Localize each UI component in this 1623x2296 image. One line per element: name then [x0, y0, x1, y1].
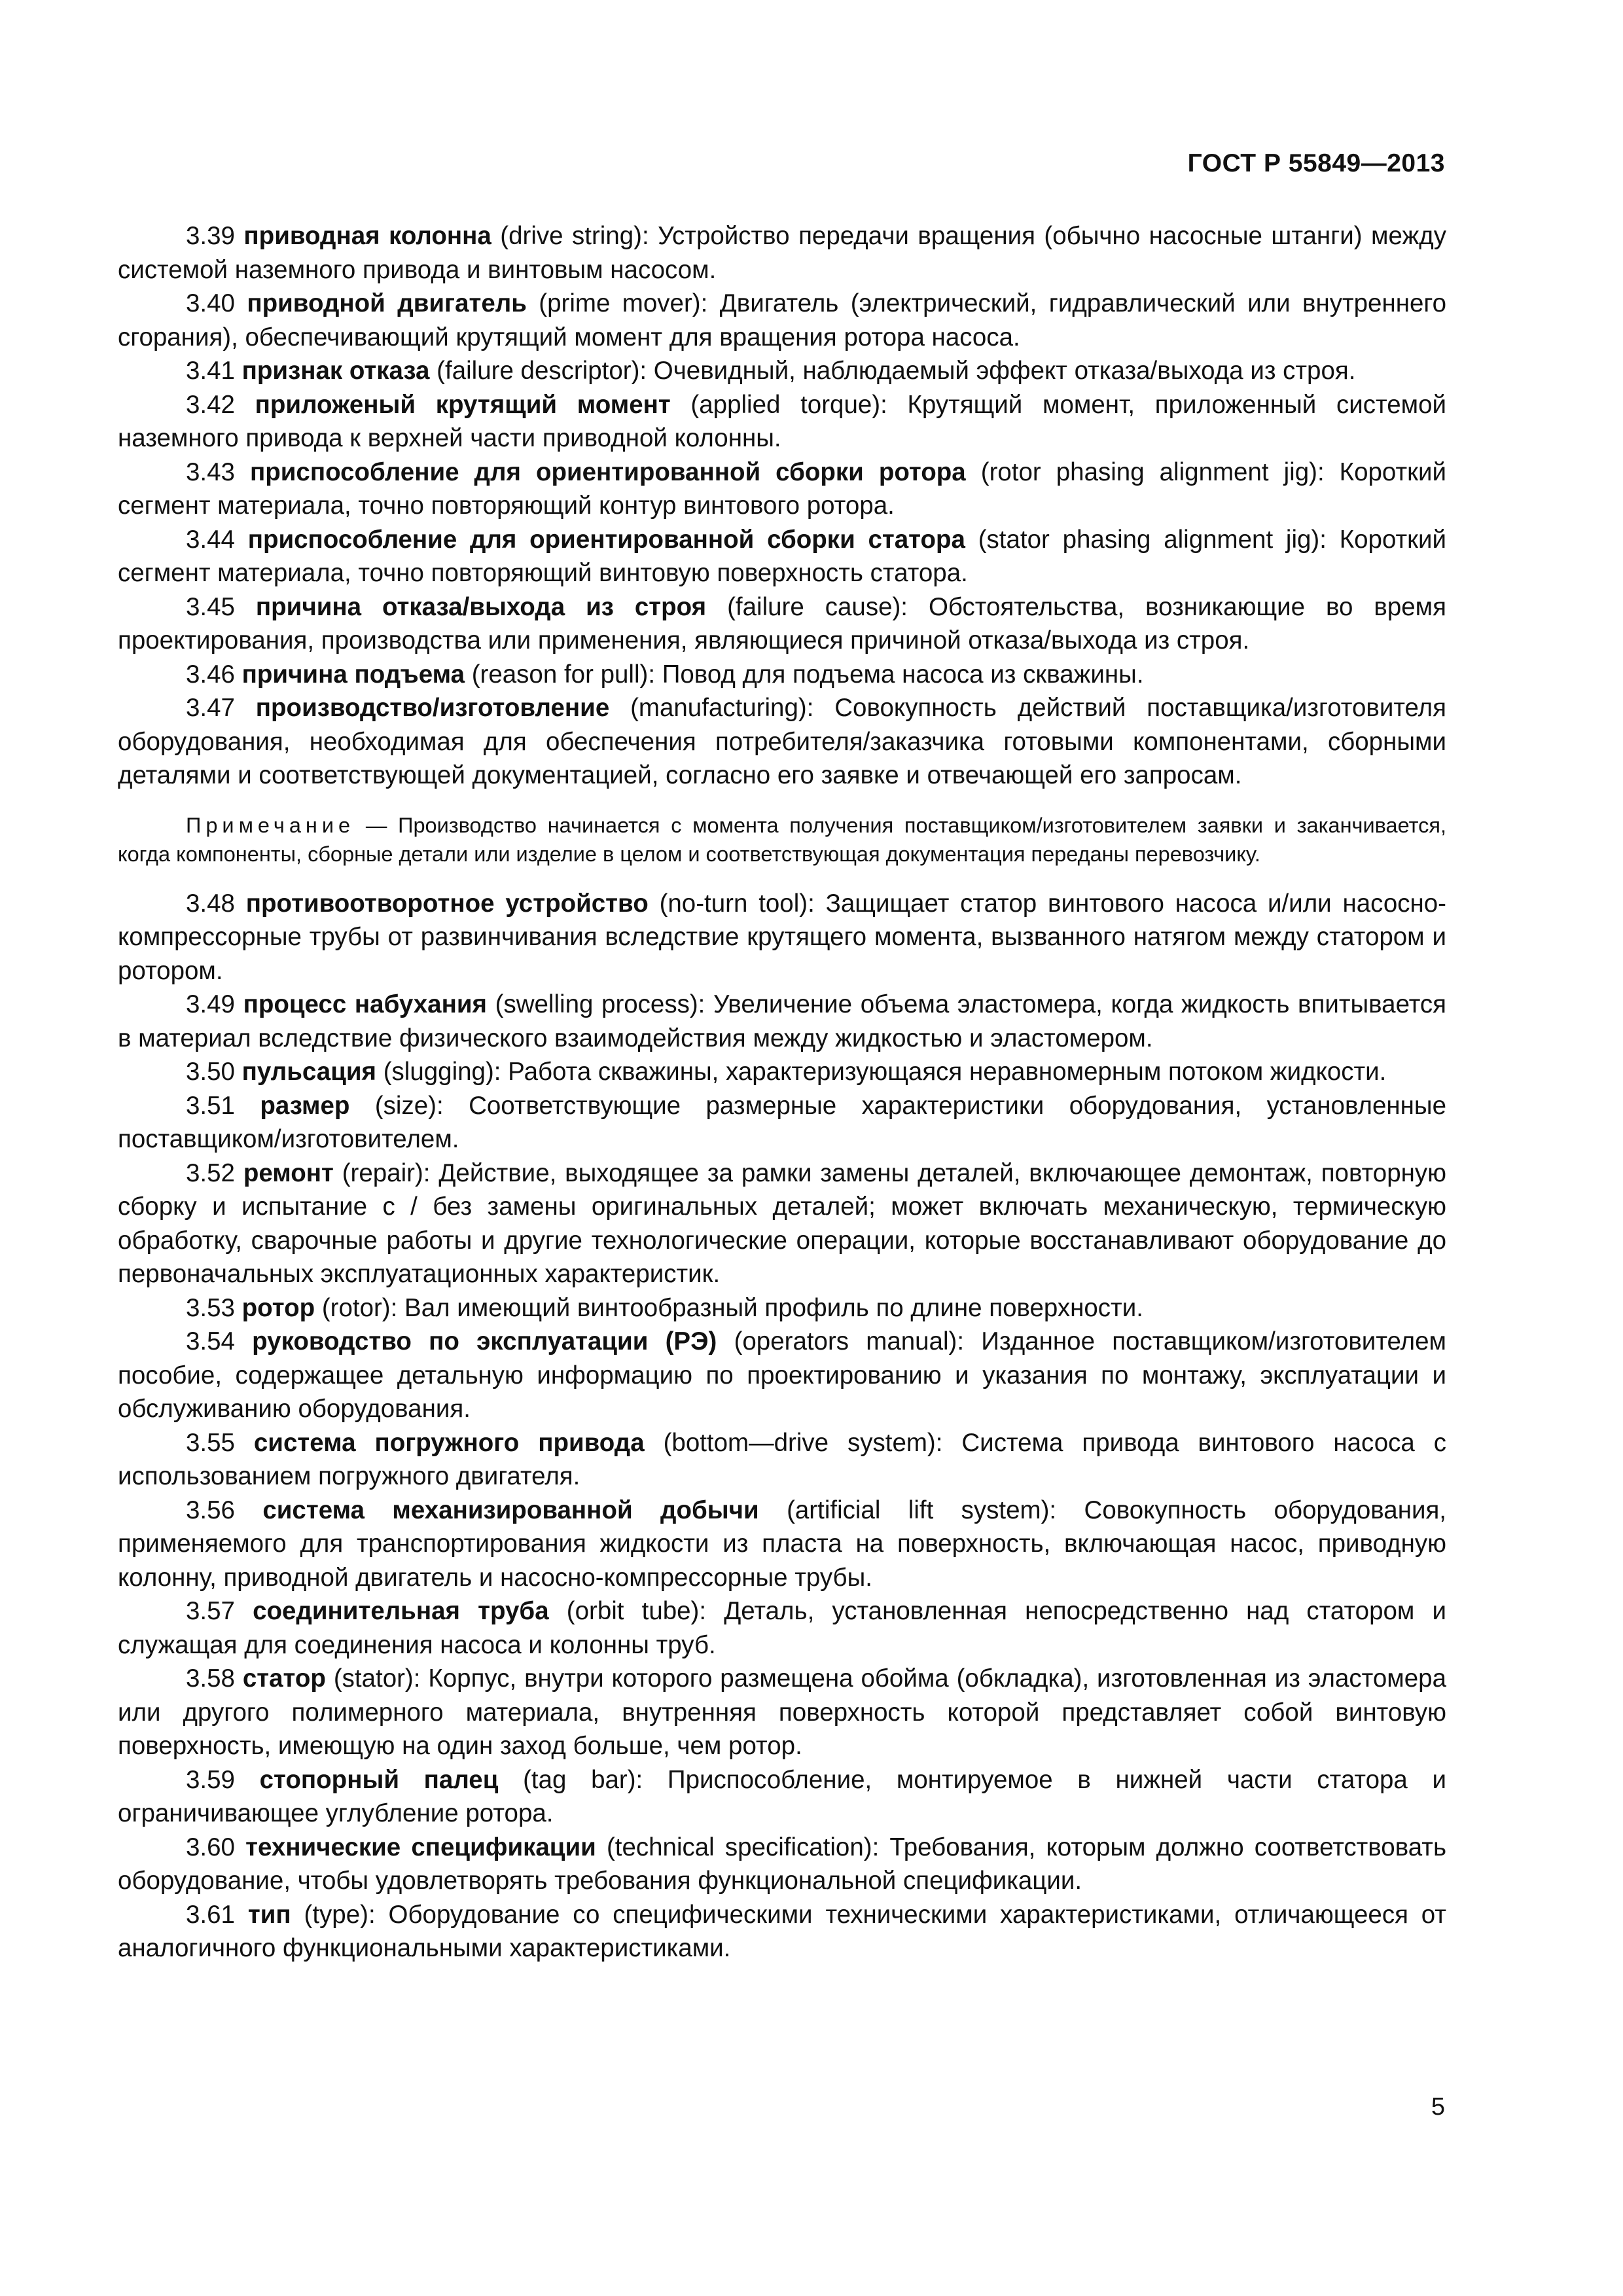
- entry-term: система механизированной добычи: [262, 1496, 759, 1524]
- entry-definition: (bottom—drive system): Система привода винтового насоса с использованием погружного двигателя.: [118, 1428, 1446, 1490]
- page-number: 5: [1431, 2093, 1445, 2121]
- entry-number: 3.51: [186, 1091, 235, 1120]
- entry-definition: (technical specification): Требования, которым должно соответствовать оборудование, чтобы удовлетворять требования функциональной спецификации.: [118, 1833, 1446, 1895]
- entry-term: производство/изготовление: [255, 694, 610, 722]
- entry-number: 3.49: [186, 990, 235, 1018]
- entry-number: 3.54: [186, 1327, 235, 1355]
- entry-term: руководство по эксплуатации (РЭ): [252, 1327, 717, 1355]
- entry-number: 3.48: [186, 889, 235, 918]
- entry-term: размер: [260, 1091, 350, 1120]
- entry-number: 3.60: [186, 1833, 235, 1861]
- entry-term: пульсация: [241, 1058, 377, 1086]
- entry-term: приспособление для ориентированной сборки ротора: [249, 457, 966, 486]
- definitions-list-a: [118, 219, 1446, 793]
- entry-number: 3.57: [186, 1597, 235, 1625]
- entry-term: тип: [247, 1900, 291, 1929]
- definition-entry: [118, 287, 1446, 354]
- entry-number: 3.43: [186, 457, 235, 486]
- entry-number: 3.46: [186, 660, 235, 689]
- entry-definition: (stator phasing alignment jig): Короткий сегмент материала, точно повторяющий винтовую поверхность статора.: [118, 525, 1446, 587]
- definition-entry: [118, 887, 1446, 988]
- entry-definition: (orbit tube): Деталь, установленная непосредственно над статором и служащая для соединения насоса и колонны труб.: [118, 1597, 1447, 1659]
- definition-entry: [118, 1494, 1446, 1595]
- definition-entry: [118, 1157, 1446, 1291]
- entry-term: система погружного привода: [253, 1428, 645, 1457]
- definition-entry: [118, 658, 1446, 692]
- definition-entry: [118, 988, 1446, 1055]
- entry-definition: (drive string): Устройство передачи вращения (обычно насосные штанги) между системой наземного привода и винтовым насосом.: [118, 222, 1446, 284]
- standard-code-header: ГОСТ Р 55849—2013: [1187, 149, 1445, 177]
- definition-entry: [118, 1763, 1446, 1831]
- entry-definition: (repair): Действие, выходящее за рамки замены деталей, включающее демонтаж, повторную сборку и испытание с / без замены оригинальных деталей; может включать механическую, термическую обработку, сварочные работы и другие технологические операции, которые восстанавливают оборудование до первоначальных эксплуатационных характеристик.: [118, 1158, 1446, 1288]
- definition-entry: [118, 1325, 1446, 1426]
- entry-term: противоотворотное устройство: [245, 889, 649, 918]
- entry-definition: (slugging): Работа скважины, характеризующаяся неравномерным потоком жидкости.: [383, 1058, 1387, 1086]
- definition-entry: [118, 1291, 1446, 1325]
- entry-definition: (rotor): Вал имеющий винтообразный профиль по длине поверхности.: [321, 1293, 1143, 1322]
- entry-number: 3.55: [186, 1428, 235, 1457]
- entry-term: причина отказа/выхода из строя: [255, 592, 707, 621]
- definition-entry: [118, 1594, 1446, 1662]
- entry-term: ремонт: [243, 1158, 334, 1187]
- entry-definition: (failure descriptor): Очевидный, наблюдаемый эффект отказа/выхода из строя.: [437, 357, 1356, 385]
- entry-term: приспособление для ориентированной сборки статора: [247, 525, 965, 554]
- entry-term: признак отказа: [241, 357, 430, 385]
- definition-entry: [118, 590, 1446, 658]
- entry-number: 3.50: [186, 1058, 235, 1086]
- entry-number: 3.52: [186, 1158, 235, 1187]
- entry-number: 3.59: [186, 1765, 235, 1794]
- entry-definition: (manufacturing): Совокупность действий поставщика/изготовителя оборудования, необходимая для обеспечения потребителя/заказчика готовыми компонентами, сборными деталями и соответствующей документацией, согласно его заявке и отвечающей его запросам.: [118, 694, 1446, 789]
- entry-term: статор: [242, 1664, 326, 1693]
- entry-term: приводная колонна: [243, 222, 491, 250]
- entry-definition: (artificial lift system): Совокупность оборудования, применяемого для транспортирования жидкости из пласта на поверхность, включающая насос, приводную колонну, приводной двигатель и насосно-компрессорные трубы.: [118, 1496, 1447, 1592]
- definition-entry: [118, 388, 1446, 456]
- entry-term: причина подъема: [241, 660, 465, 689]
- entry-definition: (failure cause): Обстоятельства, возникающие во время проектирования, производства или применения, являющиеся причиной отказа/выхода из строя.: [118, 592, 1446, 655]
- definition-entry: [118, 1898, 1446, 1965]
- definition-entry: [118, 1662, 1446, 1763]
- entry-term: приводной двигатель: [247, 289, 527, 317]
- entry-term: приложеный крутящий момент: [255, 390, 671, 419]
- entry-definition: (stator): Корпус, внутри которого размещена обойма (обкладка), изготовленная из эластомера или другого полимерного материала, внутренняя поверхность которой представляет собой винтовую поверхность, имеющую на один заход больше, чем ротор.: [118, 1664, 1446, 1760]
- entry-number: 3.42: [186, 390, 235, 419]
- entry-number: 3.40: [186, 289, 235, 317]
- entry-number: 3.53: [186, 1293, 235, 1322]
- entry-number: 3.58: [186, 1664, 235, 1693]
- definition-entry: [118, 219, 1446, 287]
- entry-term: технические спецификации: [245, 1833, 596, 1861]
- entry-number: 3.44: [186, 525, 235, 554]
- entry-term: стопорный палец: [259, 1765, 499, 1794]
- entry-definition: (swelling process): Увеличение объема эластомера, когда жидкость впитывается в материал вследствие физического взаимодействия между жидкостью и эластомером.: [118, 990, 1447, 1052]
- definition-entry: [118, 1831, 1446, 1898]
- note-text: — Производство начинается с момента получения поставщиком/изготовителем заявки и заканчивается, когда компоненты, сборные детали или изделие в целом и соответствующая документация переданы перевозчику.: [118, 813, 1447, 866]
- entry-definition: (rotor phasing alignment jig): Короткий сегмент материала, точно повторяющий контур винтового ротора.: [118, 457, 1446, 520]
- definition-entry: [118, 456, 1446, 523]
- definition-entry: [118, 1055, 1446, 1089]
- entry-number: 3.39: [186, 222, 235, 250]
- note-block: [118, 811, 1446, 869]
- entry-definition: (tag bar): Приспособление, монтируемое в нижней части статора и ограничивающее углубление ротора.: [118, 1765, 1447, 1827]
- definition-entry: [118, 354, 1446, 388]
- terms-content: [118, 219, 1446, 1965]
- entry-definition: (reason for pull): Повод для подъема насоса из скважины.: [471, 660, 1144, 689]
- definition-entry: [118, 523, 1446, 590]
- entry-number: 3.41: [186, 357, 235, 385]
- definition-entry: [118, 691, 1446, 793]
- definitions-list-b: [118, 887, 1446, 1965]
- definition-entry: [118, 1089, 1446, 1157]
- entry-definition: (type): Оборудование со специфическими техническими характеристиками, отличающееся от аналогичного функциональными характеристиками.: [118, 1900, 1447, 1962]
- entry-definition: (prime mover): Двигатель (электрический, гидравлический или внутреннего сгорания), обеспечивающий крутящий момент для вращения ротора насоса.: [118, 289, 1446, 351]
- entry-definition: (applied torque): Крутящий момент, приложенный системой наземного привода к верхней части приводной колонны.: [118, 390, 1446, 452]
- entry-term: процесс набухания: [243, 990, 487, 1018]
- entry-number: 3.56: [186, 1496, 235, 1524]
- entry-term: соединительная труба: [253, 1597, 549, 1625]
- note-label: Примечание: [186, 813, 355, 837]
- entry-definition: (size): Соответствующие размерные характеристики оборудования, установленные поставщиком/изготовителем.: [118, 1091, 1446, 1153]
- entry-number: 3.45: [186, 592, 235, 621]
- entry-number: 3.47: [186, 694, 235, 722]
- entry-term: ротор: [241, 1293, 315, 1322]
- entry-number: 3.61: [186, 1900, 235, 1929]
- entry-definition: (no-turn tool): Защищает статор винтового насоса и/или насосно-компрессорные трубы от развинчивания вследствие крутящего момента, вызванного натягом между статором и ротором.: [118, 889, 1447, 985]
- entry-definition: (operators manual): Изданное поставщиком/изготовителем пособие, содержащее детальную информацию по проектированию и указания по монтажу, эксплуатации и обслуживанию оборудования.: [118, 1327, 1446, 1423]
- definition-entry: [118, 1426, 1446, 1494]
